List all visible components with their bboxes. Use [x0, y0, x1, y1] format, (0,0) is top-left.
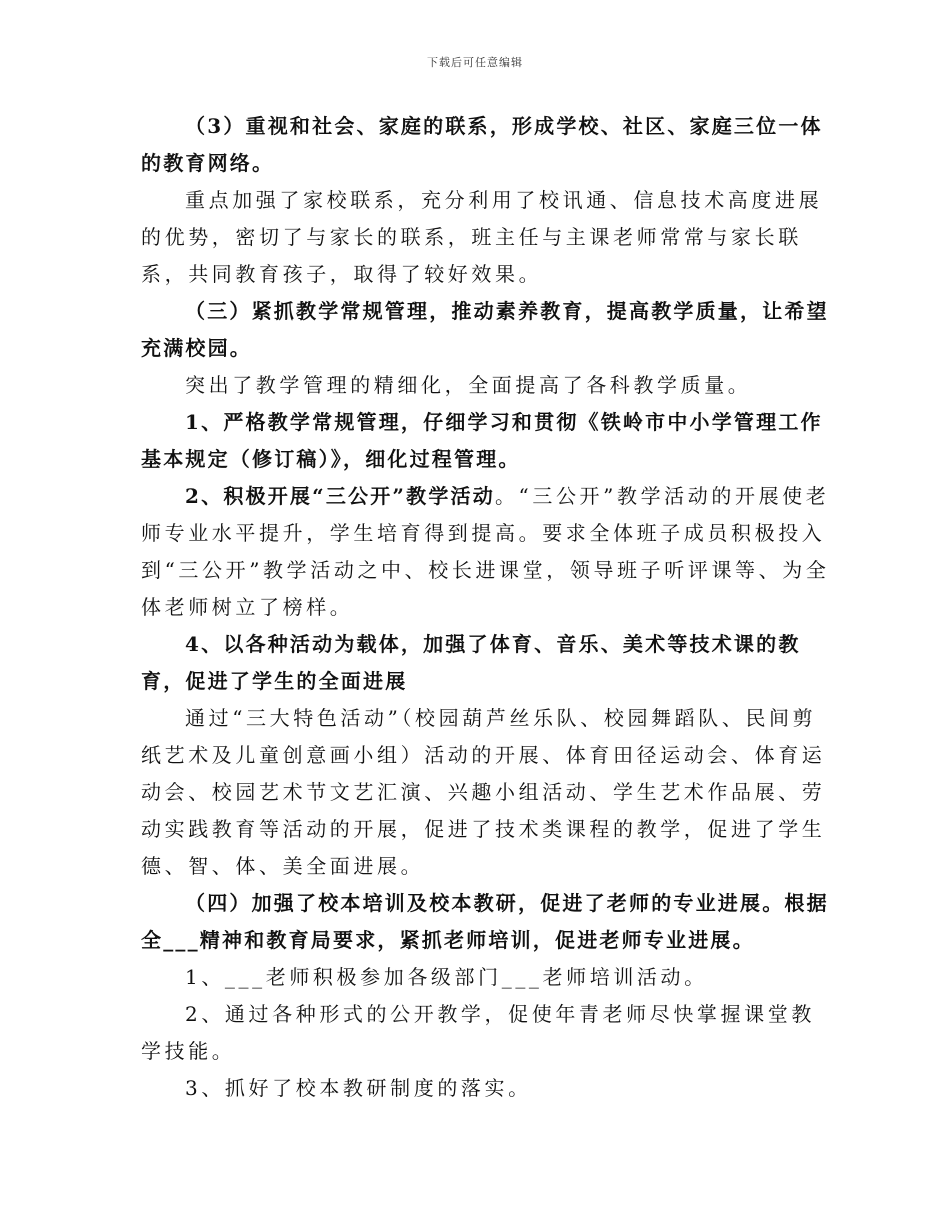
item-school-research-system: 3、抓好了校本教研制度的落实。: [185, 1076, 532, 1100]
paragraph-home-school-contact: 重点加强了家校联系，充分利用了校讯通、信息技术高度进展的优势，密切了与家长的联系，班主任与主课老师常常与家长联系，共同教育孩子，取得了较好效果。: [141, 188, 823, 286]
item-three-open-lead: 2、积极开展“三公开”教学活动: [185, 484, 495, 508]
heading-family-community-network: （3）重视和社会、家庭的联系，形成学校、社区、家庭三位一体的教育网络。: [141, 114, 823, 175]
paragraph-special-activities: 通过“三大特色活动”（校园葫芦丝乐队、校园舞蹈队、民间剪纸艺术及儿童创意画小组）活动的开展、体育田径运动会、体育运动会、校园艺术节文艺汇演、兴趣小组活动、学生艺术作品展、劳动实践教育等活动的开展，促进了技术类课程的教学，促进了学生德、智、体、美全面进展。: [141, 706, 826, 878]
item-three-open-activities: [141, 478, 831, 626]
item-strict-routine-management: 1、严格教学常规管理，仔细学习和贯彻《铁岭市中小学管理工作基本规定（修订稿）》，细化过程管理。: [141, 410, 823, 471]
paragraph-teaching-refinement: 突出了教学管理的精细化，全面提高了各科教学质量。: [185, 373, 752, 397]
heading-school-training: （四）加强了校本培训及校本教研，促进了老师的专业进展。根据全___精神和教育局要求，紧抓老师培训，促进老师专业进展。: [141, 891, 829, 952]
page-header: 下载后可任意编辑: [427, 56, 523, 69]
item-three-open-body: 。“三公开”教学活动的开展使老师专业水平提升，学生培育得到提高。要求全体班子成员积极投入到“三公开”教学活动之中、校长进课堂，领导班子听评课等、为全体老师树立了榜样。: [141, 484, 830, 619]
item-activities-carrier: 4、以各种活动为载体，加强了体育、音乐、美术等技术课的教育，促进了学生的全面进展: [141, 632, 801, 693]
heading-teaching-routine: （三）紧抓教学常规管理，推动素养教育，提高教学质量，让希望充满校园。: [141, 299, 829, 360]
document-body: [141, 108, 831, 1107]
item-teacher-training: 1、___老师积极参加各级部门___老师培训活动。: [185, 965, 708, 989]
item-open-teaching: 2、通过各种形式的公开教学，促使年青老师尽快掌握课堂教学技能。: [141, 1002, 815, 1063]
